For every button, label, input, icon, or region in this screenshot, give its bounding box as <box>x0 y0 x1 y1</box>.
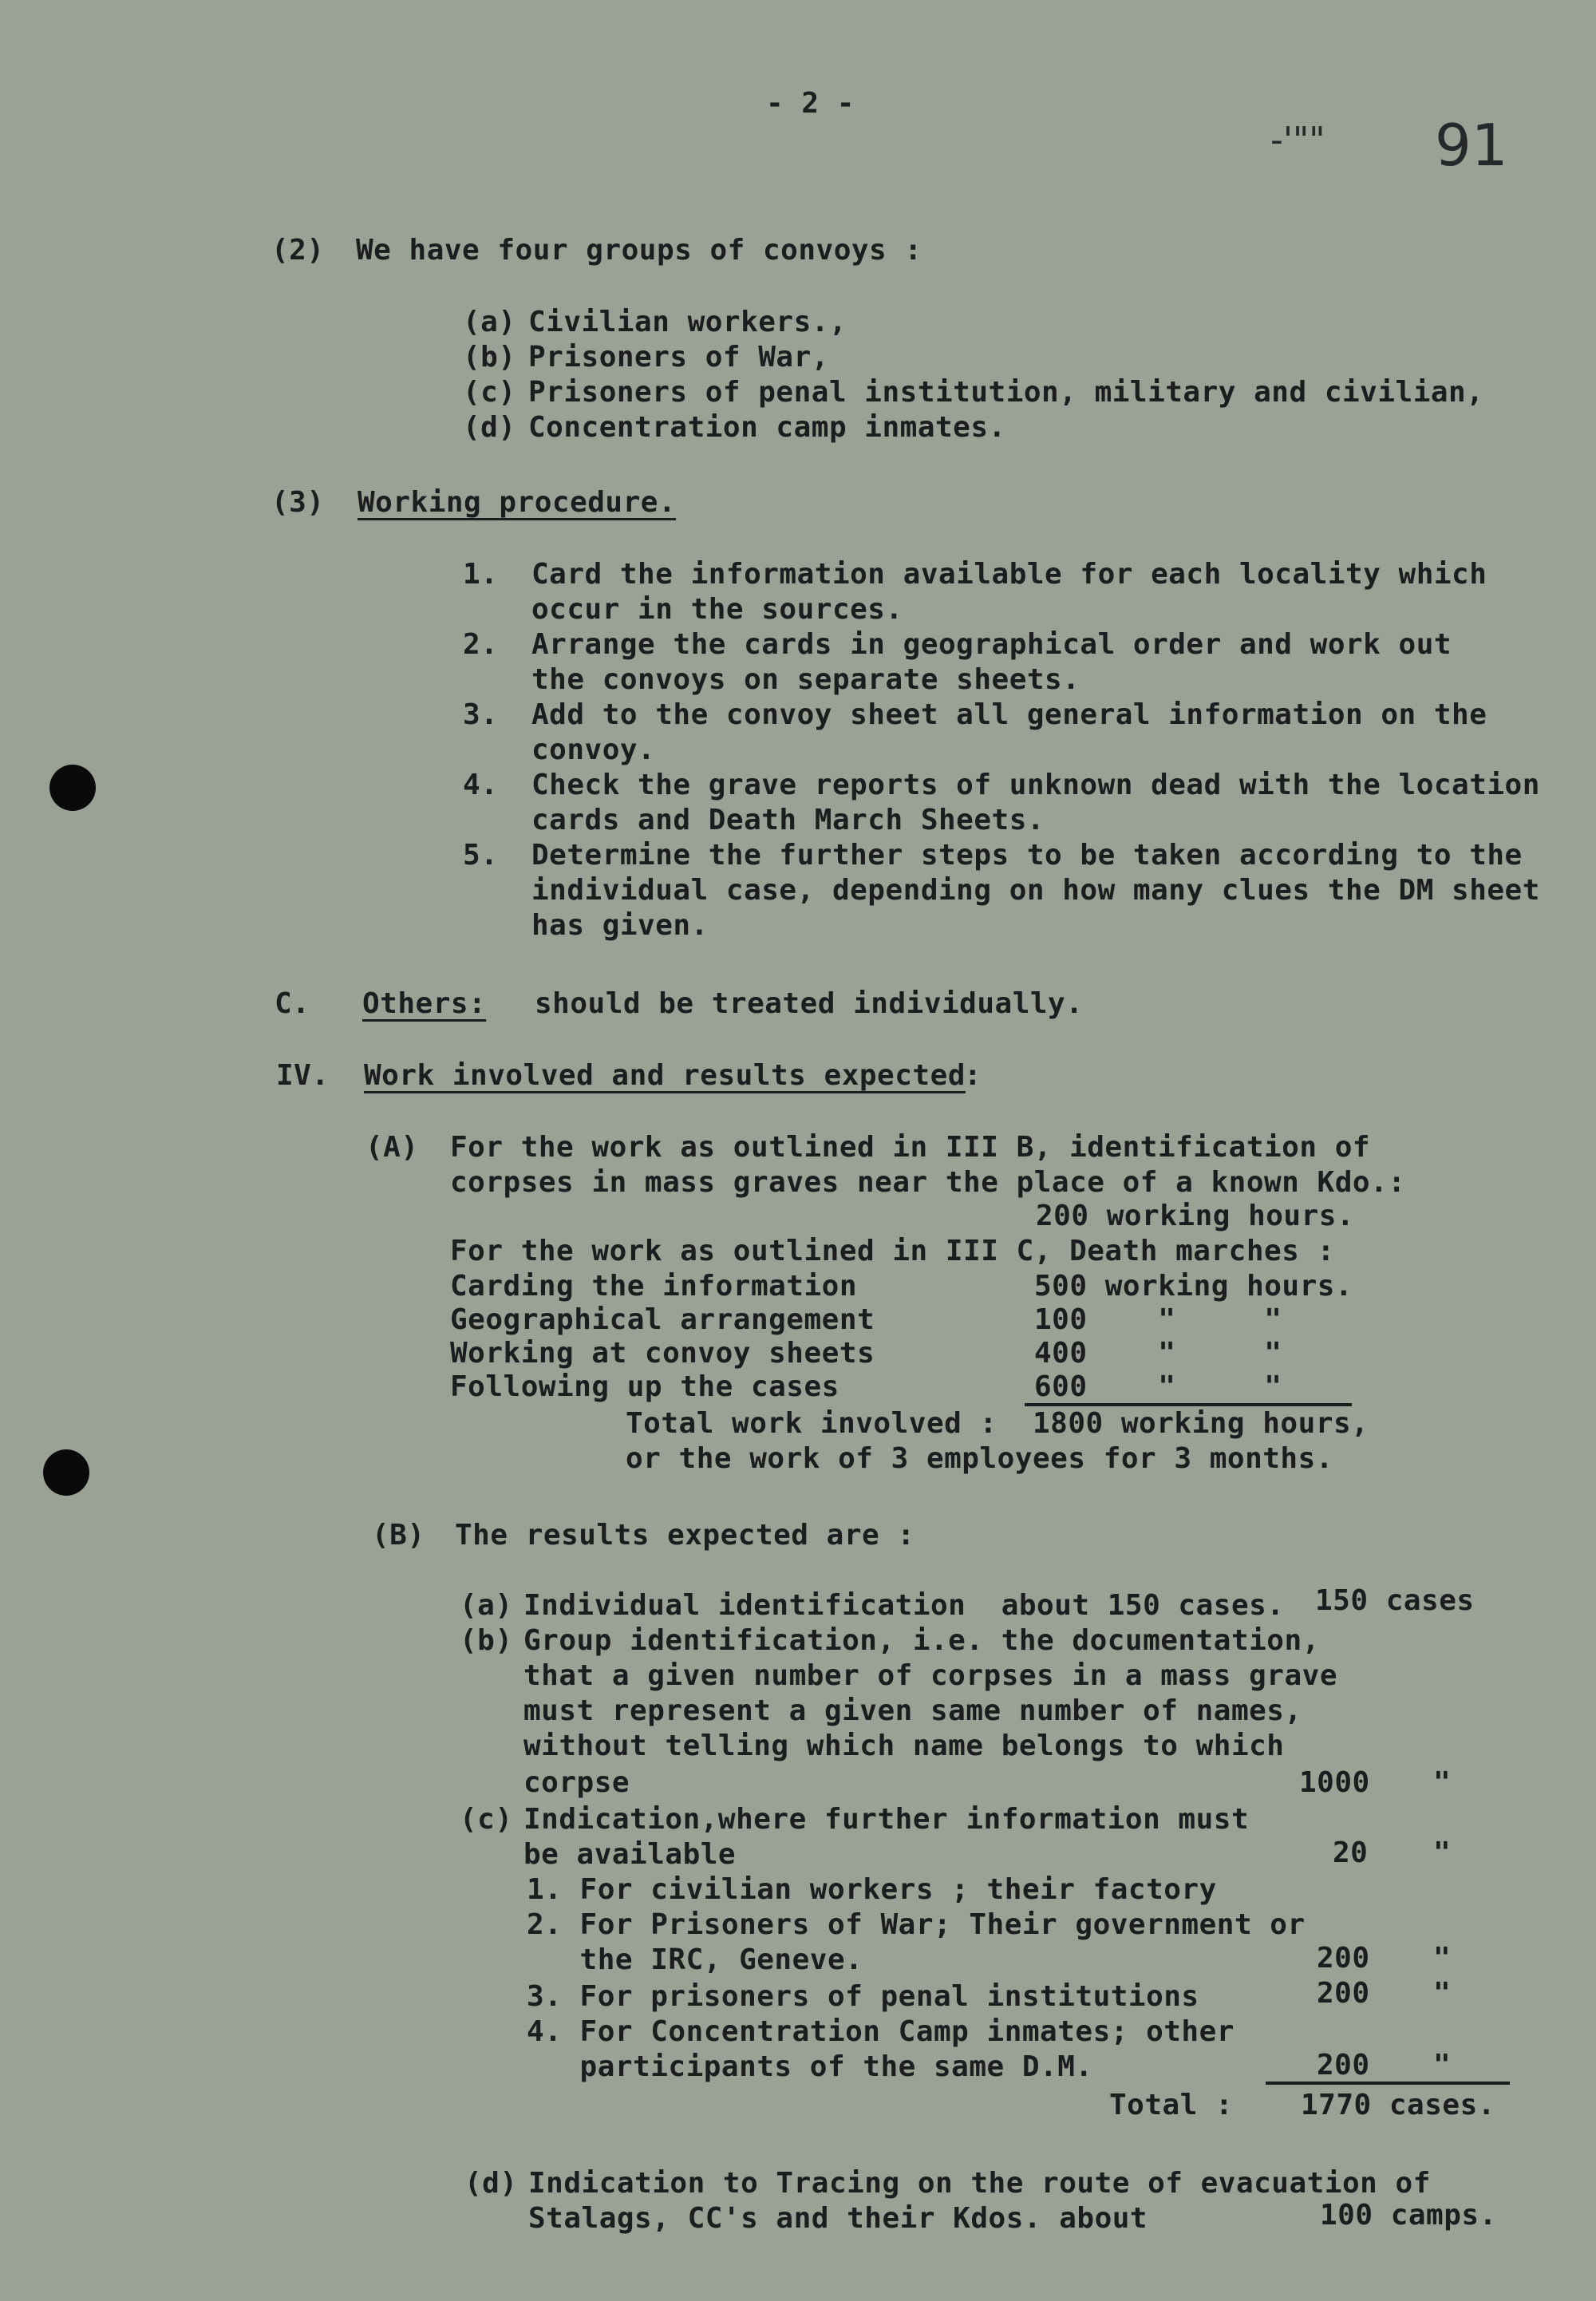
step-line: individual case, depending on how many clues the DM sheet <box>531 874 1540 907</box>
work-hours: 600 " " <box>1034 1370 1282 1403</box>
result-text: be available <box>523 1838 737 1871</box>
part-b-label: (B) <box>372 1519 425 1552</box>
step-line: Check the grave reports of unknown dead with the location <box>531 769 1540 801</box>
ditto-mark: " <box>1433 1942 1452 1975</box>
work-task: Geographical arrangement <box>450 1303 875 1336</box>
step-line: the convoys on separate sheets. <box>531 663 1080 696</box>
work-hours: 500 working hours. <box>1034 1270 1353 1303</box>
part-a-line: For the work as outlined in III B, identification of <box>450 1131 1371 1164</box>
part-a-hours: 200 working hours. <box>1036 1200 1355 1232</box>
section-c-text: should be treated individually. <box>535 987 1084 1020</box>
step-line: Card the information available for each locality which <box>531 558 1487 591</box>
step-line: convoy. <box>531 733 656 766</box>
result-text: Indication,where further information must <box>523 1803 1250 1836</box>
step-label: 2. <box>463 628 499 661</box>
result-text: Group identification, i.e. the documentation, <box>523 1624 1320 1657</box>
result-text: Individual identification about 150 cases. <box>523 1589 1285 1622</box>
convoy-group-item: Civilian workers., <box>528 306 847 338</box>
section-3-title: Working procedure. <box>358 486 677 519</box>
section-2-number: (2) <box>271 234 325 267</box>
ditto-mark: " <box>1433 1836 1452 1869</box>
work-task: Carding the information <box>450 1270 857 1303</box>
subitem-text: participants of the same D.M. <box>527 2050 1093 2083</box>
punch-hole-icon <box>49 765 96 811</box>
result-label: (c) <box>460 1803 513 1836</box>
result-value: 1000 <box>1299 1766 1370 1799</box>
result-text: must represent a given same number of names, <box>523 1694 1302 1727</box>
section-3-number: (3) <box>271 486 325 519</box>
ditto-mark: " <box>1433 1977 1452 2010</box>
step-line: has given. <box>531 909 709 942</box>
result-text: that a given number of corpses in a mass grave <box>523 1659 1337 1692</box>
result-value: 200 <box>1317 1977 1370 2010</box>
convoy-group-label: (b) <box>463 341 516 374</box>
step-label: 5. <box>463 839 499 872</box>
part-a-line: corpses in mass graves near the place of a known Kdo.: <box>450 1166 1406 1199</box>
work-task: Working at convoy sheets <box>450 1337 875 1370</box>
section-c-title: Others: <box>362 987 487 1020</box>
step-line: Arrange the cards in geographical order and work out <box>531 628 1452 661</box>
subitem-text: the IRC, Geneve. <box>527 1943 863 1976</box>
part-b-title: The results expected are : <box>455 1519 915 1552</box>
result-label: (d) <box>464 2167 518 2200</box>
convoy-group-label: (a) <box>463 306 516 338</box>
punch-hole-icon <box>43 1449 89 1496</box>
step-line: cards and Death March Sheets. <box>531 804 1045 836</box>
subitem-text: 4. For Concentration Camp inmates; other <box>527 2015 1235 2048</box>
step-line: Add to the convoy sheet all general information on the <box>531 698 1487 731</box>
part-a-line: For the work as outlined in III C, Death marches : <box>450 1235 1335 1267</box>
step-label: 4. <box>463 769 499 801</box>
subitem-text: 1. For civilian workers ; their factory <box>527 1873 1217 1906</box>
work-hours: 400 " " <box>1034 1337 1282 1370</box>
result-value: 200 <box>1317 2049 1370 2082</box>
section-iv-title: Work involved and results expected <box>364 1059 966 1092</box>
result-label: (b) <box>460 1624 513 1657</box>
result-text: corpse <box>523 1766 630 1799</box>
stamp-mark: -'"" <box>1270 120 1325 160</box>
section-2-title: We have four groups of convoys : <box>356 234 922 267</box>
section-iv-colon: : <box>964 1059 982 1092</box>
results-total-value: 1770 cases. <box>1301 2089 1495 2121</box>
result-value: 200 <box>1317 1942 1370 1975</box>
step-line: occur in the sources. <box>531 593 903 626</box>
convoy-group-item: Concentration camp inmates. <box>528 411 1006 444</box>
subitem-text: 3. For prisoners of penal institutions <box>527 1980 1199 2013</box>
ditto-mark: " <box>1433 2049 1452 2082</box>
work-task: Following up the cases <box>450 1370 839 1403</box>
work-total-employees: or the work of 3 employees for 3 months. <box>626 1442 1333 1475</box>
subitem-text: 2. For Prisoners of War; Their government or <box>527 1908 1306 1941</box>
ditto-mark: " <box>1433 1766 1452 1799</box>
convoy-group-label: (c) <box>463 376 516 409</box>
result-value: 20 <box>1333 1836 1369 1869</box>
work-total: Total work involved : 1800 working hours, <box>626 1407 1369 1440</box>
section-iv-label: IV. <box>276 1059 330 1092</box>
convoy-group-label: (d) <box>463 411 516 444</box>
result-text: Indication to Tracing on the route of evacuation of <box>528 2167 1431 2200</box>
result-text: Stalags, CC's and their Kdos. about <box>528 2202 1148 2235</box>
work-hours: 100 " " <box>1034 1303 1282 1336</box>
convoy-group-item: Prisoners of penal institution, military and civilian, <box>528 376 1484 409</box>
part-a-label: (A) <box>365 1131 419 1164</box>
result-label: (a) <box>460 1589 513 1622</box>
result-value: 150 cases <box>1315 1584 1475 1617</box>
step-label: 1. <box>463 558 499 591</box>
page-number: - 2 - <box>766 87 855 120</box>
result-value: 100 camps. <box>1320 2199 1497 2232</box>
result-text: without telling which name belongs to which <box>523 1730 1285 1762</box>
convoy-group-item: Prisoners of War, <box>528 341 829 374</box>
step-label: 3. <box>463 698 499 731</box>
results-total-label: Total : <box>1109 2089 1234 2121</box>
section-c-label: C. <box>275 987 310 1020</box>
stamp-number: 91 <box>1435 112 1508 179</box>
sum-rule <box>1266 2082 1510 2085</box>
step-line: Determine the further steps to be taken according to the <box>531 839 1523 872</box>
